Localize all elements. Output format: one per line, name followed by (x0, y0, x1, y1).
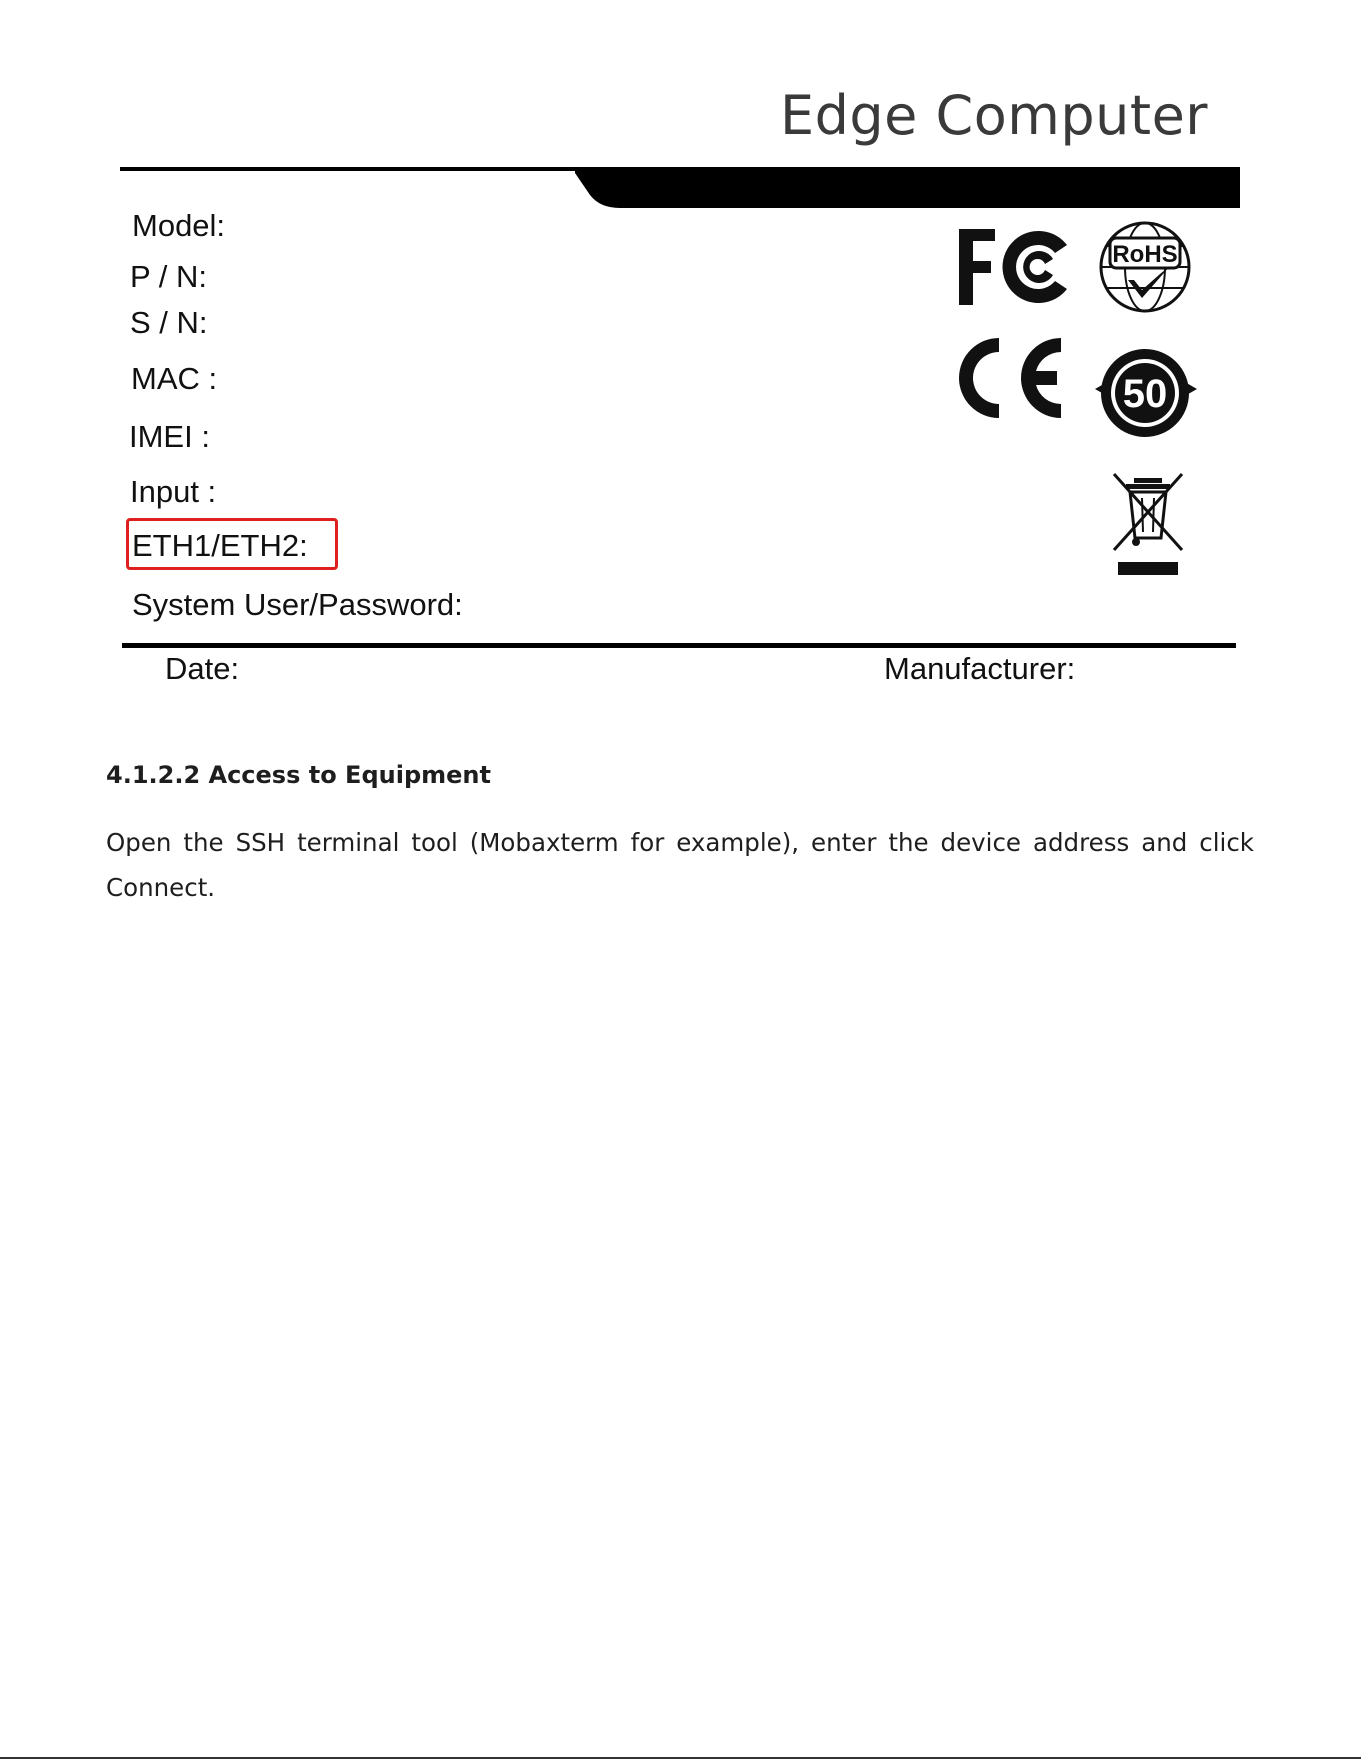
mac-field: MAC : (131, 361, 218, 396)
system-user-field: System User/Password: (132, 587, 463, 622)
label-title: Edge Computer (780, 84, 1209, 147)
svg-text:RoHS: RoHS (1112, 241, 1178, 268)
pn-field: P / N: (130, 259, 207, 294)
section-paragraph: Open the SSH terminal tool (Mobaxterm for example), enter the device address and click Connect. (106, 828, 1254, 902)
section-heading: 4.1.2.2 Access to Equipment (106, 761, 491, 789)
sn-field: S / N: (130, 305, 208, 340)
footer-rule (122, 643, 1236, 648)
eth-field: ETH1/ETH2: (132, 528, 308, 563)
page-bottom-rule (0, 1757, 1361, 1759)
fcc-logo-icon (955, 225, 1077, 309)
manufacturer-field: Manufacturer: (884, 651, 1076, 686)
header-bar (120, 165, 1240, 211)
imei-field: IMEI : (129, 419, 210, 454)
rohs-logo-icon (1098, 220, 1192, 314)
weee-bin-icon (1110, 470, 1186, 578)
model-field: Model: (132, 208, 226, 243)
svg-text:50: 50 (1122, 372, 1168, 416)
product-label (0, 0, 1361, 700)
ce-logo-icon (945, 330, 1067, 426)
epup-50-logo-icon (1093, 345, 1199, 441)
date-field: Date: (165, 651, 240, 686)
input-field: Input : (130, 474, 217, 509)
